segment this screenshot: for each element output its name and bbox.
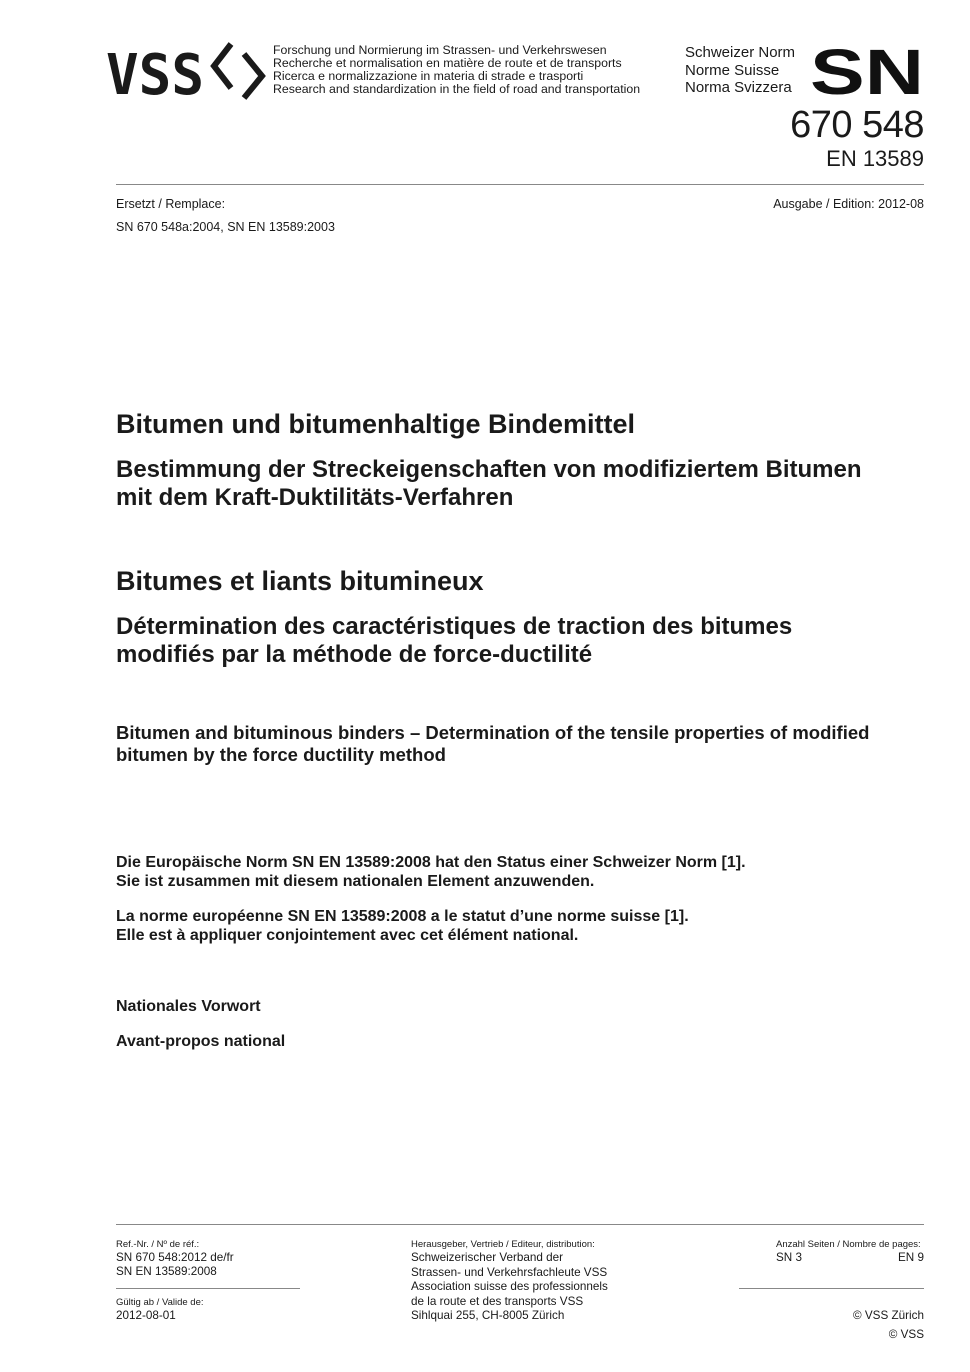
title-de-sub-line1: Bestimmung der Streckeigenschaften von modifiziertem Bitumen — [116, 456, 862, 483]
organisation-description — [273, 44, 640, 96]
status-fr-line2: Elle est à appliquer conjointement avec cet élément national. — [116, 927, 579, 944]
title-de-sub-line2: mit dem Kraft-Duktilitäts-Verfahren — [116, 484, 514, 511]
org-line-en: Research and standardization in the field of road and transportation — [273, 82, 641, 96]
ref-label: Ref.-Nr. / Nº de réf.: — [116, 1239, 200, 1250]
norm-label-it: Norma Svizzera — [685, 79, 792, 96]
norm-type-labels — [685, 44, 795, 97]
status-de-line1: Die Europäische Norm SN EN 13589:2008 hat den Status einer Schweizer Norm [1]. — [116, 854, 746, 871]
title-en-line2: bitumen by the force ductility method — [116, 744, 446, 765]
publisher-address — [411, 1251, 608, 1324]
title-fr-sub-line1: Détermination des caractéristiques de traction des bitumes — [116, 613, 793, 640]
title-fr-main: Bitumes et liants bitumineux — [116, 566, 484, 596]
sn-logo-text: SN — [810, 46, 924, 96]
publisher-line: Strassen- und Verkehrsfachleute VSS — [411, 1265, 608, 1279]
foreword-fr: Avant-propos national — [116, 1033, 286, 1050]
norm-label-fr: Norme Suisse — [685, 61, 780, 79]
title-en-line1: Bitumen and bituminous binders – Determination of the tensile properties of modified — [116, 722, 870, 743]
sn-logo — [810, 46, 924, 96]
pages-divider — [739, 1288, 924, 1289]
org-line-de: Forschung und Normierung im Strassen- und Verkehrswesen — [273, 43, 607, 57]
norm-label-de: Schweizer Norm — [685, 44, 796, 61]
publisher-line: Sihlquai 255, CH-8005 Zürich — [411, 1309, 565, 1322]
ref-value-1: SN 670 548:2012 de/fr — [116, 1251, 234, 1264]
pages-sn: SN 3 — [776, 1251, 802, 1264]
publisher-line: Schweizerischer Verband der — [411, 1251, 564, 1264]
publisher-label: Herausgeber, Vertrieb / Editeur, distribution: — [411, 1239, 595, 1250]
foreword-de: Nationales Vorwort — [116, 998, 261, 1015]
replaces-value: SN 670 548a:2004, SN EN 13589:2003 — [116, 220, 335, 234]
status-de-line2: Sie ist zusammen mit diesem nationalen Element anzuwenden. — [116, 873, 595, 890]
en-number: EN 13589 — [826, 146, 924, 171]
replaces-label: Ersetzt / Remplace: — [116, 197, 226, 211]
valid-value: 2012-08-01 — [116, 1309, 176, 1322]
edition: Ausgabe / Edition: 2012-08 — [773, 197, 924, 211]
vss-logo — [106, 40, 266, 102]
publisher-line: Association suisse des professionnels — [411, 1280, 608, 1293]
copyright-zurich: © VSS Zürich — [853, 1309, 924, 1322]
org-line-fr: Recherche et normalisation en matière de route et de transports — [273, 56, 622, 70]
copyright-vss: © VSS — [888, 1328, 924, 1341]
publisher-line: de la route et des transports VSS — [411, 1294, 584, 1308]
status-fr-line1: La norme européenne SN EN 13589:2008 a le statut d’une norme suisse [1]. — [116, 908, 689, 925]
ref-value-2: SN EN 13589:2008 — [116, 1265, 217, 1278]
vss-logo-text: VSS — [106, 43, 204, 102]
header-divider — [116, 184, 924, 185]
title-de-main: Bitumen und bitumenhaltige Bindemittel — [116, 409, 635, 439]
pages-en: EN 9 — [898, 1251, 924, 1264]
norm-number: 670 548 — [790, 104, 924, 146]
ref-divider — [116, 1288, 300, 1289]
valid-label: Gültig ab / Valide de: — [116, 1297, 204, 1308]
title-fr-sub-line2: modifiés par la méthode de force-ductilité — [116, 641, 593, 668]
org-line-it: Ricerca e normalizzazione in materia di strade e trasporti — [273, 69, 584, 83]
footer-divider — [116, 1224, 924, 1225]
pages-label: Anzahl Seiten / Nombre de pages: — [776, 1239, 921, 1250]
